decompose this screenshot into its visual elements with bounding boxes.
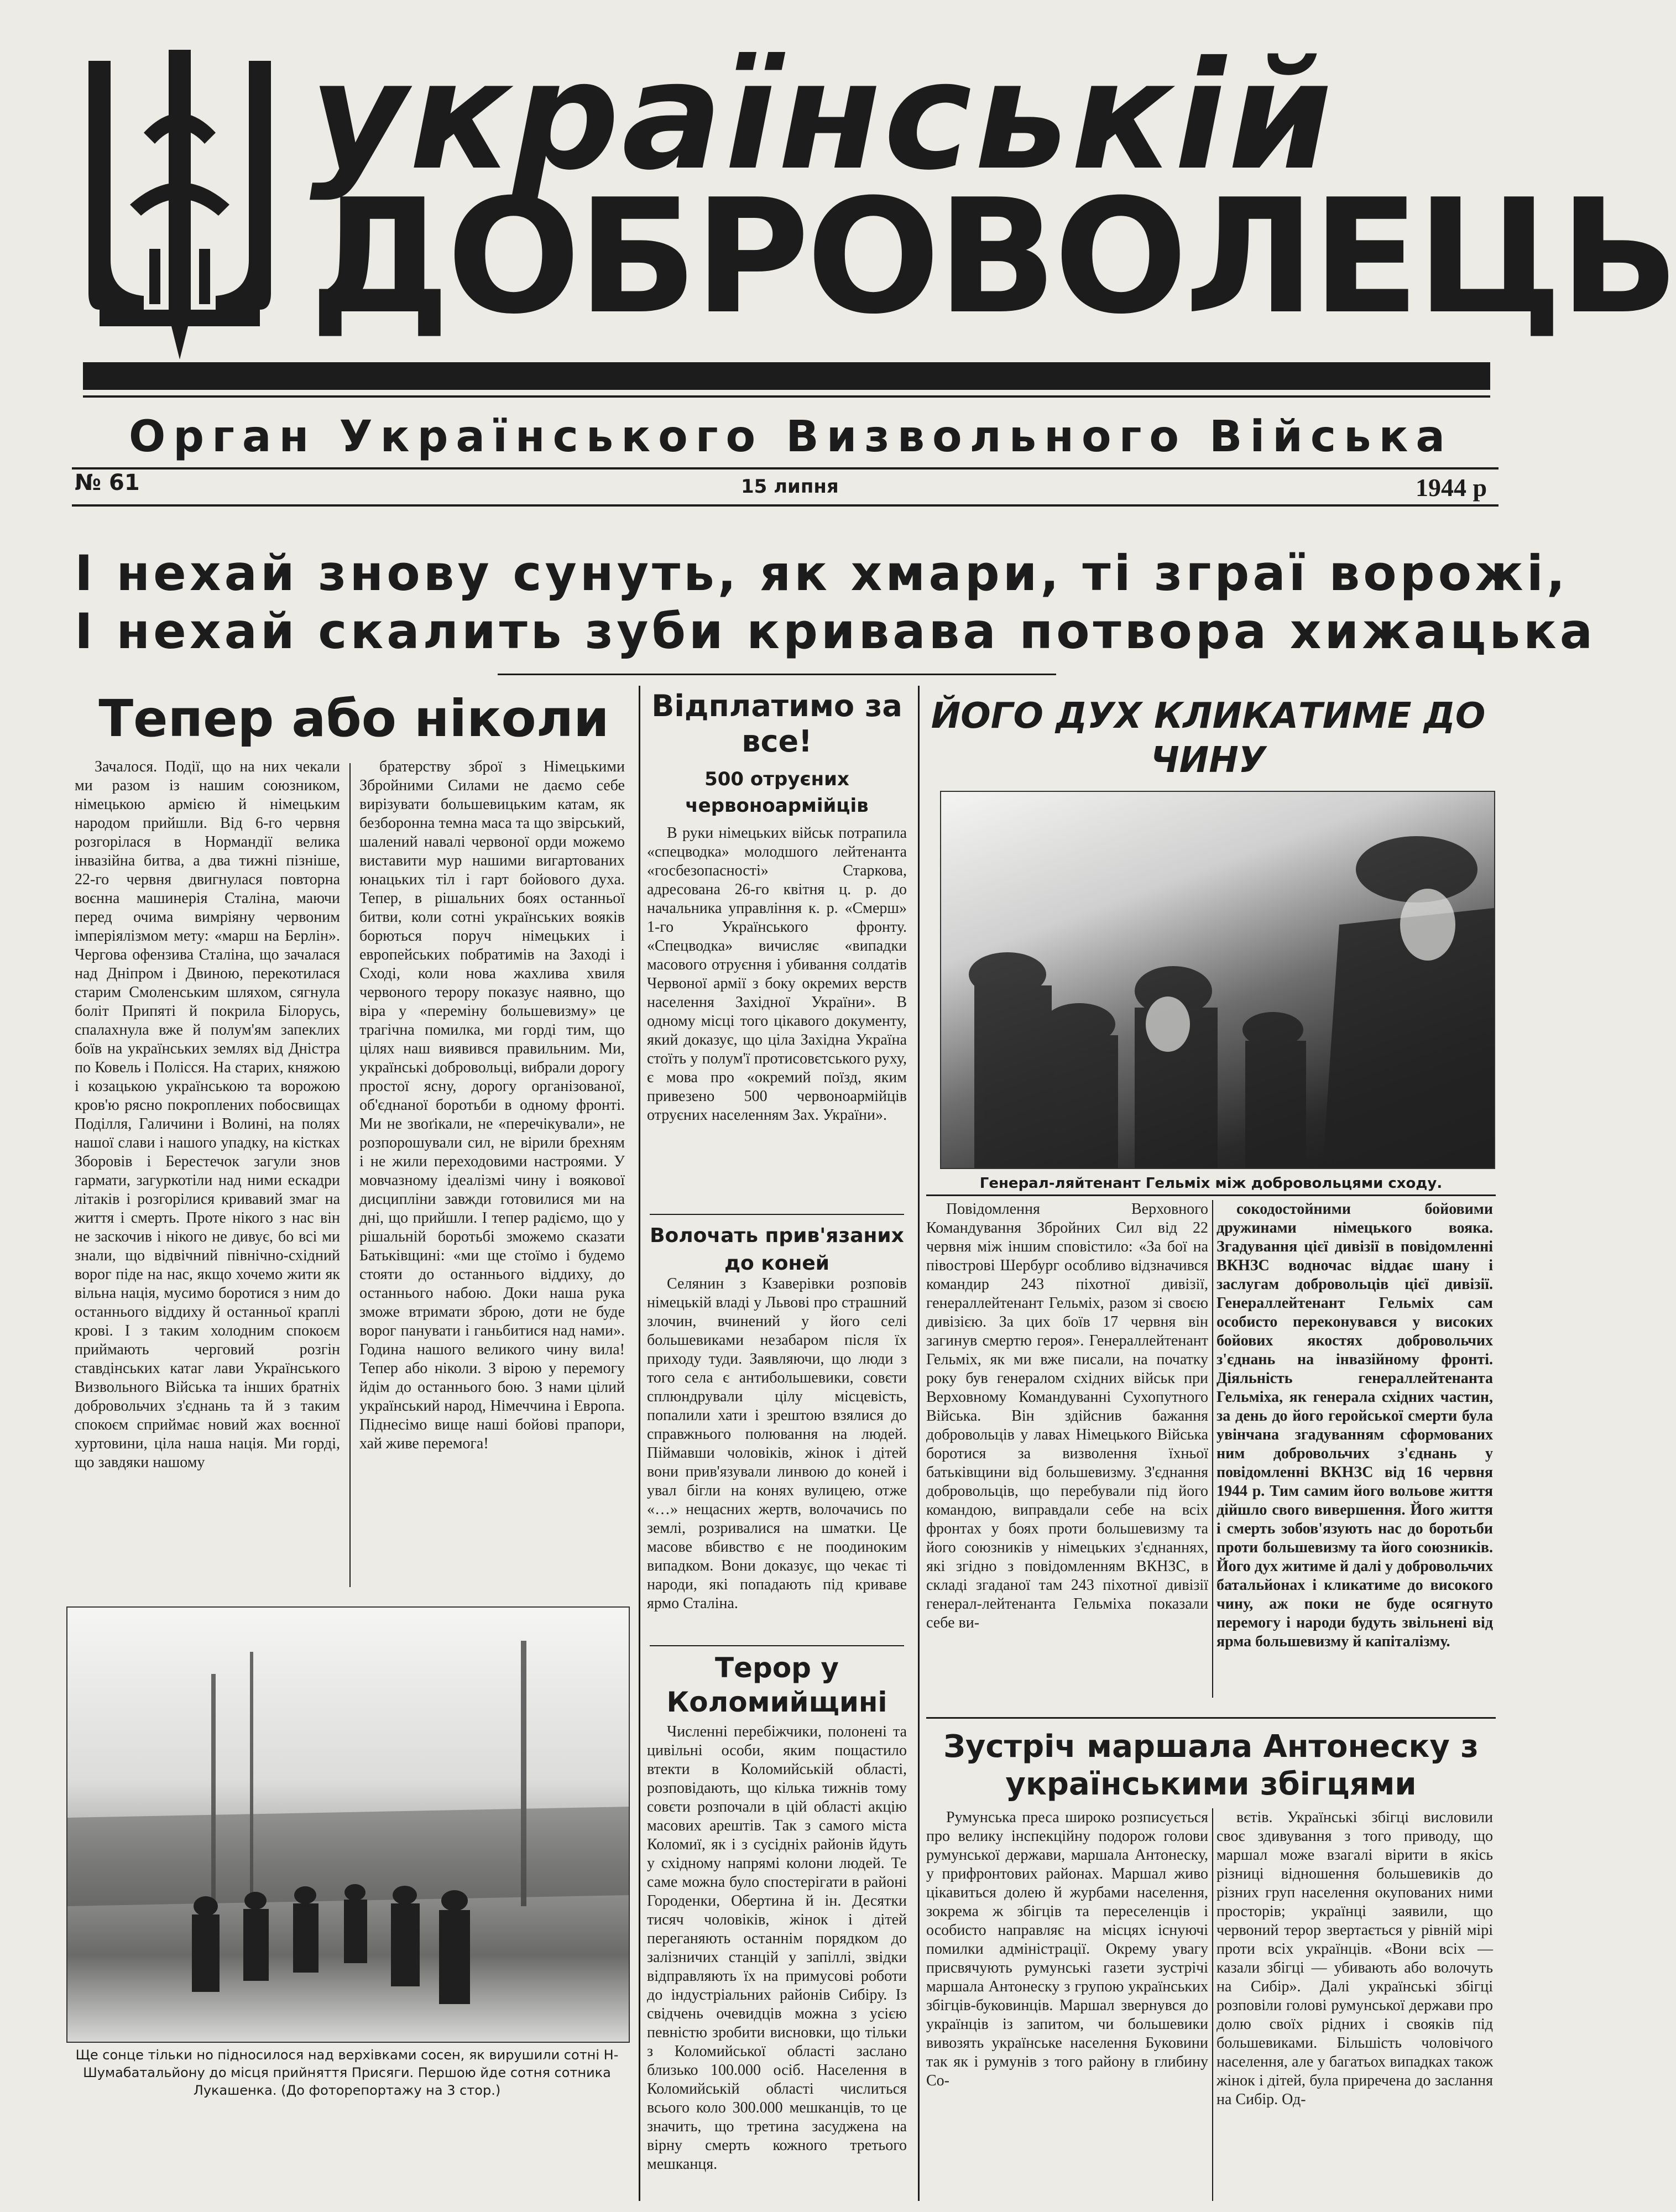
article-vopchat-headline: Волочать прив'язаних до коней xyxy=(650,1224,904,1275)
article-teper-column-1 xyxy=(75,758,340,1590)
column-divider-5 xyxy=(1212,1808,1213,2201)
article-zustrich-text-2: вєтів. Українські збігці висловили своє здивування з того приводу, що маршал може взагалі вірити в якісь різниці відношення большевиків до різних груп населення окупованих ними просторів; українці заявили, що червоний терор звертається у рівній мірі проти всіх українців. «Вони всіх — казали збігці — убивають або волочуть на Сибір». Далі українські збігці розповіли голові румунської держави про долю своїх рідних і свояків під большевиками. Більшість чоловічого населення, але у багатьох випадках також жінок і дітей, була приречена до заслання на Сибір. Од- xyxy=(1216,1809,1493,2108)
separator-rule-4 xyxy=(926,1717,1496,1719)
masthead-thin-rule xyxy=(83,395,1490,398)
issue-year: 1944 р xyxy=(1416,473,1487,502)
article-vopchat-body xyxy=(647,1275,907,1645)
column-divider-3 xyxy=(349,763,351,1587)
article-zustrich-column-1 xyxy=(926,1808,1208,2195)
slogan-underline xyxy=(498,674,1056,675)
column-divider-4 xyxy=(1212,1200,1213,1698)
article-duh-text-2: сокодостойними бойовими дружинами німецького вояка. Згадування цієї дивізії в повідомленні ВКНЗС водночас віддає шану і заслугам добровольців цієї дивізії. Генераллейтенант Гельміх сам особисто переконувався у високих бойових якостях добровольчих з'єднань на інвазійному фронті. Діяльність генераллейтенанта Гельміха, як генерала східних частин, за день до його геройської смерти була увінчана згадуванням сформованих ним добровольчих з'єднань у повідомленні ВКНЗС від 16 червня 1944 р. Тим самим його вольове життя дійшло свого вивершення. Його життя і смерть зобов'язують нас до боротьби проти большевизму та його союзників. Його дух житиме й далі у добровольчих батальйонах і кликатиме до високого чину, аж поки не буде осягнуто перемогу і народи будуть звільнені від ярма большевизму й капіталізму. xyxy=(1216,1201,1493,1650)
separator-rule-1 xyxy=(650,1214,904,1215)
issue-date: 15 липня xyxy=(741,476,839,498)
article-vidplatymo-text: В руки німецьких військ потрапила «спецводка» молодшого лейтенанта «госбезопасності» Старкова, адресована 26-го квітня ц. р. до начальника управління к. р. «Смерш» 1-го Українського фронту. «Спецводка» вичисляє «випадки масового отруєння і убивання солдатів Червоної армії з боку окремих верств населення Західної України». В одному місці того цікавого документу, який доказує, що ціла Західна Україна стоїть у полум'ї протисовєтського руху, є мова про «окремий поїзд, яким привезено 500 червоноармійців отруєних населенням Зах. України». xyxy=(647,825,907,1124)
article-teper-column-2 xyxy=(359,758,625,1590)
article-zustrich-headline: Зустріч маршала Антонеску з українськими збігцями xyxy=(943,1729,1479,1802)
march-photo-caption: Ще сонце тільки но підносилося над верхівками сосен, як вирушили сотні Н-Шумабатальйону до місця прийняття Присяги. Першою йде сотня сотника Лукашенка. (До фоторепортажу на 3 стор.) xyxy=(75,2047,619,2098)
general-photo-figures-icon xyxy=(941,792,1494,1168)
column-divider-2 xyxy=(918,686,920,2201)
slogan-line2: І нехай скалить зуби кривава потвора хижацька xyxy=(75,603,1596,660)
article-teper-text-1: Зачалося. Події, що на них чекали ми разом із нашим союзником, німецькою армією й німецьким народом прийшли. Від 6-го червня розгорілася в Нормандії велика інвазійна битва, а два тижні пізніше, 22-го червня двигнулася повторна воєнна машинерія Сталіна, маючи перед очима вимріяну червоним імперіялізмом мету: «марш на Берлін». Чергова офензива Сталіна, що зачалася над Дніпром і Двиною, перекотилася старим Смоленським шляхом, сягнула боліт Припяті й покрила Білорусь, спалахнула вже й полум'ям запеклих боїв на українських землях від Дністра по Ковель і Полісся. На старих, княжою і козацькою українською та ворожою кров'ю рясно покроплених побосвищах Поділля, Галичини і Волині, на полях нашої слави і нашого упадку, на кістках Зборовів і Берестечок загули знов гармати, загуркотіли над ними ескадри літаків і розгорілися кривавий змаг на життя і смерть. Проте нікого з нас він не заскочив і нікого не дивує, бо всі ми знали, що відвічний північно-східний ворог піде на нас, якщо хочемо жити як вільна нація, мусимо боротися з ним до останнього віддиху й останньої краплі крові. І з таким холодним спокоєм приймають черговий розгін ставдінських катаг лави Українського Визвольного Війська та інших братніх добровольчих з'єднань та й з таким спокоєм сприймає новий жах воєнної хуртовини, ціла наша нація. Ми горді, що завдяки нашому xyxy=(75,758,340,1471)
article-vopchat-text: Селянин з Кзаверівки розповів німецькій владі у Львові про страшний злочин, вчинений у його селі большевиками незабаром після їх приходу туди. Заявляючи, що люди з того села є антибольшевики, совєти сплюндрували цілу місцевість, попалили хати і зрештою взялися до справжнього полювання на людей. Піймавши чоловіків, жінок і дітей вони прив'язували линвою до коней і увал бігли на конях вулицею, отже «…» нещасних жертв, волочачись по землі, розривалися на шматки. Це масове вбивство є не поодиноким випадком. Вони доказує, що чекає ті народи, які попадають під криваве ярмо Сталіна. xyxy=(647,1275,907,1612)
article-vidplatymo-headline: Відплатимо за все! xyxy=(651,688,902,759)
article-vidplatymo-body xyxy=(647,824,907,1211)
article-teper-text-2: братерству зброї з Німецькими Збройними Силами не даємо себе вирізувати большевицьким катам, як безборонна темна маса та що звірський, шалений навалі червоної орди можемо виставити мур нашими вигартованих юнацьких тіл і гарт бойового духа. Тепер, в рішальних боях останньої битви, коли сотні українських вояків борються поруч німецьких і европейських побратимів на Заході і Сході, коли нова жахлива хвиля червоного терору показує наявно, що віра у «переміну большевизму» це трагічна помилка, ми горді тим, що цілях наш виявився правильним. Ми, українські добровольці, вибрали дорогу простої ясну, дорогу організованої, об'єднаної боротьби в одному фронті. Ми не звоґікали, не «перечікували», не розпорошували сил, не вірили брехням і не жили переходовими настроями. У мовчазному ідеалізмі чину і воякової дисципліни завжди готовилися ми на дні, що прийшли. І тепер радіємо, що у рішальній боротьбі зможемо сказати Батьківщині: «ми ще стоїмо і будемо стояти до останнього віддиху, до останнього набою. Доки наша рука зможе втримати зброю, доти не буде ворог панувати і ганьбитися над нами». Година нашого великого чину вила! Тепер або ніколи. З вірою у перемогу йдім до останнього бою. З нами цілий український народ, Німеччина і Европа. Піднесімо вище наші бойові прапори, хай живе перемога! xyxy=(359,758,625,1452)
masthead-thick-rule xyxy=(83,362,1490,390)
article-teror-headline: Терор у Коломийщині xyxy=(666,1652,887,1718)
masthead-subtitle: Орган Українського Визвольного Війська xyxy=(128,412,1453,462)
article-zustrich-column-2 xyxy=(1216,1808,1493,2195)
trident-emblem-icon xyxy=(77,50,282,359)
article-zustrich-text-1: Румунська преса широко розписується про велику інспекційну подорож голови румунської держави, маршала Антонеску, у прифронтових районах. Маршал живо цікавиться долею й журбами населення, зокрема ж збігців та переселенців і особисто направляє на місцях існуючі помилки адміністрації. Окрему увагу присвячують румунські газети зустрічі маршала Антонеску з групою українських збігців-буковинців. Маршал звернувся до українців із запитом, чи большевики вивозять українське населення Буковини так як і румунів з того району в глибину Со- xyxy=(926,1809,1208,2089)
article-teror-body xyxy=(647,1723,907,2198)
column-divider-1 xyxy=(639,686,640,2201)
masthead-title-line2: ДОБРОВОЛЕЦЬ xyxy=(310,165,1676,349)
article-teper-headline: Тепер або ніколи xyxy=(98,689,609,748)
issue-number: № 61 xyxy=(75,470,140,495)
march-photo-soldiers-icon xyxy=(67,1608,629,2042)
masthead-title-line1: українській xyxy=(310,29,1335,203)
article-vidplatymo-subhead: 500 отруєних червоноармійців xyxy=(685,768,869,817)
article-duh-text-1: Повідомлення Верховного Командування Збройних Сил від 22 червня між іншим сповістило: «За бої на півострові Шербург особливо відзначився командир 243 піхотної дивізії, генераллейтенант Гельміх, разом зі своєю дивізією. За цих боїв 17 червня він загинув смертю героя». Генераллейтенант Гельміх, як ми вже писали, на початку року був генералом східних військ при Верховному Командуванні Сухопутного Війська. Він здійснив бажання добровольців у лавах Німецького Війська боротися за визволення їхньої батьківщини від большевизму. З'єднання добровольців, що перебували під його командою, виправдали себе на всіх фронтах у боях проти большевизму та його союзників у німецьких з'єднаннях, які згідно з повідомленням ВКНЗС, в складі згаданої там 243 піхотної дивізії генерал-лейтенанта Гельміха показали себе ви- xyxy=(926,1201,1208,1631)
general-photo xyxy=(940,791,1495,1169)
march-photo xyxy=(66,1606,630,2043)
general-photo-caption: Генерал-ляйтенант Гельміх між добровольцями сходу. xyxy=(979,1175,1443,1192)
article-duh-column-1 xyxy=(926,1200,1208,1698)
article-duh-column-2 xyxy=(1216,1200,1493,1698)
slogan-line1: І нехай знову сунуть, як хмари, ті зграї ворожі, xyxy=(75,545,1569,602)
separator-rule-3 xyxy=(926,1194,1496,1196)
article-teror-text: Численні перебіжчики, полонені та цивільні особи, яким пощастило втекти в Коломийській області, розповідають, що кілька тижнів тому совєти розпочали в цій області акцію масових арештів. Так з самого міста Коломиї, як і з сусідніх районів йдуть у східному напрямі колони людей. Те саме можна було спостерігати в районі Городенки, Обертина й ін. Десятки тисяч чоловіків, жінок і дітей переганяють останнім порядком до залізничих станцій у запіллі, звідки відправляють їх на примусові роботи до індустріальних районів Сибіру. Із свідчень очевидців можна з усією певністю зробити висновки, що тільки з Коломийської області заслано близько 100.000 осіб. Населення в Коломийській області числиться всього коло 300.000 мешканців, то це значить, що третина засуджена на вірну смерть кожного третього мешканця. xyxy=(647,1723,907,2173)
article-duh-headline: ЙОГО ДУХ КЛИКАТИМЕ ДО ЧИНУ xyxy=(931,696,1486,781)
issue-line-top-rule xyxy=(72,467,1499,469)
issue-line-bottom-rule xyxy=(72,504,1499,507)
separator-rule-2 xyxy=(650,1645,904,1646)
